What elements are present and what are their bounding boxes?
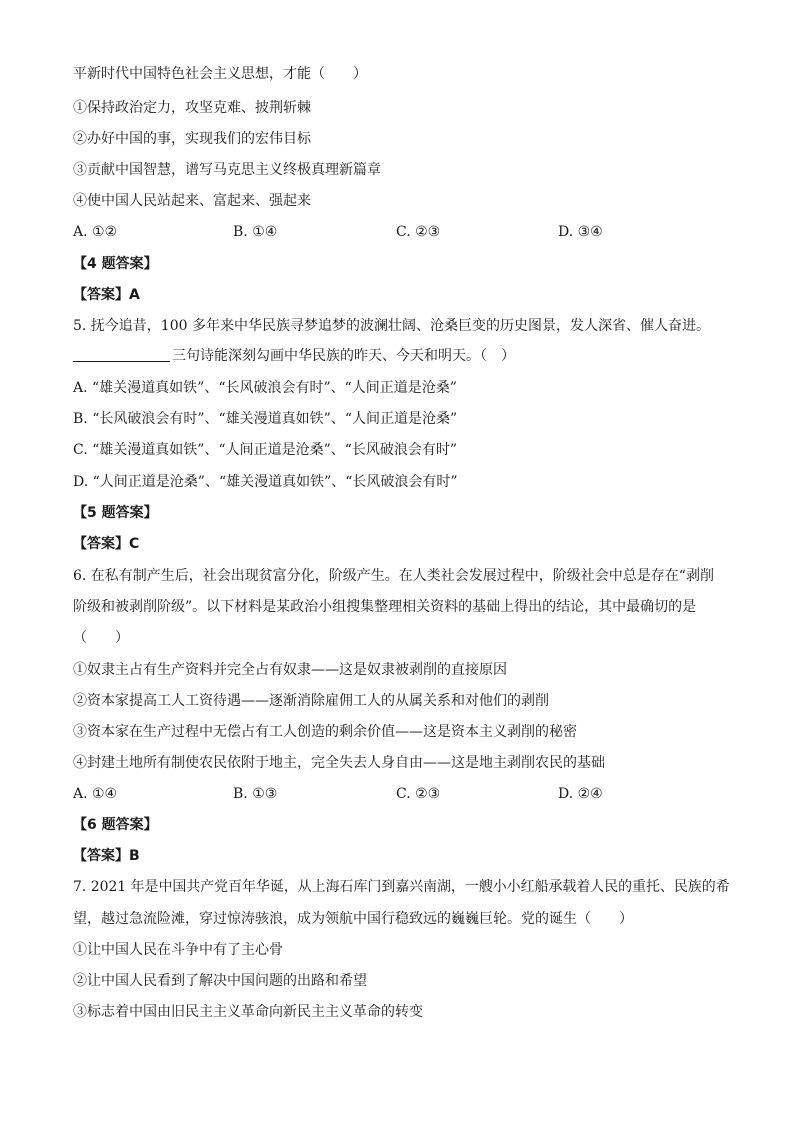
q7-item-3: ③标志着中国由旧民主主义革命向新民主主义革命的转变 (73, 1004, 423, 1020)
q4-option-b: B. ①④ (233, 224, 278, 240)
q6-option-a: A. ①④ (73, 786, 118, 802)
q5-stem-line-2: 三句诗能深刻勾画中华民族的昨天、今天和明天。（ ） (172, 348, 515, 364)
q6-answer-header: 【6 题答案】 (73, 817, 158, 833)
q6-option-d: D. ②④ (558, 786, 603, 802)
q7-stem-line-2: 望，越过急流险滩，穿过惊涛骇浪，成为领航中国行稳致远的巍巍巨轮。党的诞生（ ） (73, 911, 633, 927)
q6-option-c: C. ②③ (396, 786, 441, 802)
q5-option-d: D. “人间正道是沧桑”、“雄关漫道真如铁”、“长风破浪会有时” (73, 474, 458, 490)
q7-item-1: ①让中国人民在斗争中有了主心骨 (73, 942, 283, 958)
q5-fill-blank (73, 361, 170, 362)
q6-answer: 【答案】B (73, 848, 140, 864)
q5-answer-header: 【5 题答案】 (73, 505, 158, 521)
q4-option-a: A. ①② (73, 224, 118, 240)
q4-option-c: C. ②③ (396, 224, 441, 240)
q5-option-b: B. “长风破浪会有时”、“雄关漫道真如铁”、“人间正道是沧桑” (73, 411, 458, 427)
q6-stem-line-1: 6. 在私有制产生后，社会出现贫富分化，阶级产生。在人类社会发展过程中，阶级社会中总是存在“剥削 (73, 568, 714, 584)
q6-stem-line-3: （ ） (73, 630, 129, 646)
q5-option-c: C. “雄关漫道真如铁”、“人间正道是沧桑”、“长风破浪会有时” (73, 442, 458, 458)
q6-stem-line-2: 阶级和被剥削阶级”。以下材料是某政治小组搜集整理相关资料的基础上得出的结论，其中最确切的是 (73, 599, 697, 615)
q4-item-4: ④使中国人民站起来、富起来、强起来 (73, 193, 311, 209)
q4-option-d: D. ③④ (558, 224, 603, 240)
q6-item-3: ③资本家在生产过程中无偿占有工人创造的剩余价值——这是资本主义剥削的秘密 (73, 724, 577, 740)
q6-item-2: ②资本家提高工人工资待遇——逐渐消除雇佣工人的从属关系和对他们的剥削 (73, 693, 549, 709)
q6-option-b: B. ①③ (233, 786, 278, 802)
q4-item-1: ①保持政治定力，攻坚克难、披荆斩棘 (73, 100, 311, 116)
q4-answer: 【答案】A (73, 287, 140, 303)
q5-option-a: A. “雄关漫道真如铁”、“长风破浪会有时”、“人间正道是沧桑” (73, 380, 457, 396)
q5-answer: 【答案】C (73, 536, 140, 552)
q7-item-2: ②让中国人民看到了解决中国问题的出路和希望 (73, 973, 367, 989)
q7-stem-line-1: 7. 2021 年是中国共产党百年华诞，从上海石库门到嘉兴南湖，一艘小小红船承载着人民的重托、民族的希 (73, 879, 730, 895)
q4-stem: 平新时代中国特色社会主义思想，才能（ ） (73, 66, 367, 82)
q4-item-2: ②办好中国的事，实现我们的宏伟目标 (73, 131, 311, 147)
q6-item-1: ①奴隶主占有生产资料并完全占有奴隶——这是奴隶被剥削的直接原因 (73, 662, 507, 678)
q4-item-3: ③贡献中国智慧，谱写马克思主义终极真理新篇章 (73, 162, 381, 178)
q5-stem-line-1: 5. 抚今追昔，100 多年来中华民族寻梦追梦的波澜壮阔、沧桑巨变的历史图景，发人深省、催人奋进。 (73, 318, 710, 334)
q6-item-4: ④封建土地所有制使农民依附于地主，完全失去人身自由——这是地主剥削农民的基础 (73, 755, 605, 771)
q4-answer-header: 【4 题答案】 (73, 256, 158, 272)
